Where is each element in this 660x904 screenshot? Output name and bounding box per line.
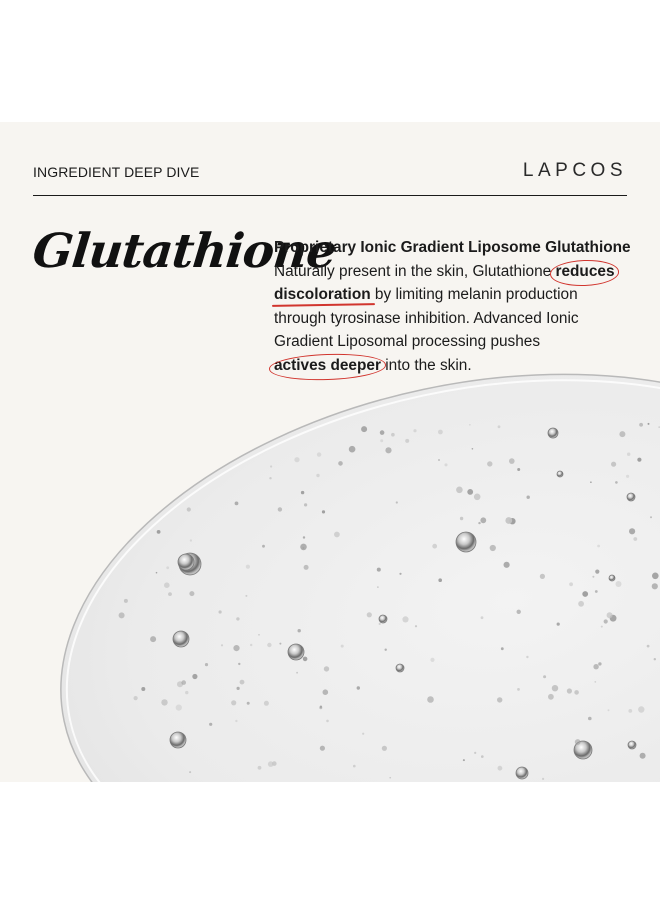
ingredient-title: Glutathione (30, 224, 339, 279)
gel-bubble (548, 694, 554, 700)
gel-bubble (516, 767, 528, 779)
gel-bubble (192, 674, 197, 679)
gel-bubble (278, 507, 282, 511)
description-text-2: by limiting melanin production through tyrosinase inhibition. Advanced Ionic Gradient Liposomal processing pushes (274, 286, 579, 350)
gel-bubble (619, 431, 625, 437)
gel-bubble (463, 759, 465, 761)
gel-bubble (326, 720, 329, 723)
gel-bubble (456, 487, 463, 494)
gel-bubble (124, 599, 128, 603)
gel-bubble (246, 565, 250, 569)
gel-bubble (498, 425, 501, 428)
gel-bubble (304, 503, 307, 506)
gel-bubble (157, 530, 161, 534)
gel-bubble (637, 458, 641, 462)
gel-bubble (349, 446, 356, 453)
gel-bubble (380, 439, 383, 442)
gel-bubble (430, 658, 434, 662)
gel-bubble (219, 610, 222, 613)
gel-bubble (362, 733, 364, 735)
description-heading: Proprietary Ionic Gradient Liposome Glutathione (274, 239, 631, 256)
gel-bubble (294, 457, 299, 462)
gel-bubble (240, 680, 245, 685)
gel-bubble (415, 625, 417, 627)
gel-bubble (595, 590, 598, 593)
gel-bubble (432, 544, 437, 549)
gel-bubble (557, 623, 560, 626)
gel-bubble (204, 437, 210, 443)
gel-bubble (258, 634, 260, 636)
gel-bubble (320, 746, 325, 751)
gel-bubble (301, 491, 304, 494)
gel-bubble (296, 672, 298, 674)
gel-bubble (588, 717, 592, 721)
gel-bubble (264, 701, 269, 706)
gel-bubble (324, 666, 329, 671)
gel-bubble (298, 629, 301, 632)
gel-bubble (540, 574, 545, 579)
gel-bubble (647, 645, 650, 648)
gel-bubble (628, 709, 632, 713)
gel-bubble (385, 649, 387, 651)
gel-bubble (501, 647, 504, 650)
ingredient-card (0, 122, 660, 782)
gel-bubble (166, 427, 168, 429)
gel-bubble (303, 657, 308, 662)
gel-bubble (498, 766, 503, 771)
gel-bubble (156, 471, 160, 475)
gel-bubble (582, 591, 588, 597)
gel-bubble (405, 439, 409, 443)
gel-bubble (396, 501, 398, 503)
gel-bubble (377, 586, 379, 588)
gel-bubble (119, 612, 125, 618)
gel-bubble (353, 765, 356, 768)
gel-bubble (319, 706, 322, 709)
gel-bubble (590, 481, 592, 483)
gel-bubble (509, 458, 515, 464)
gel-bubble (322, 510, 325, 513)
gel-bubble (250, 644, 252, 646)
gel-bubble (268, 761, 274, 767)
gel-bubble (478, 522, 480, 524)
gel-bubble (267, 643, 271, 647)
gel-bubble (474, 494, 481, 501)
gel-bubble (639, 423, 643, 427)
gel-bubble (504, 562, 510, 568)
gel-bubble (221, 644, 223, 646)
gel-bubble (505, 517, 512, 524)
gel-bubble (198, 420, 203, 425)
brand-logo: LAPCOS (522, 160, 627, 181)
gel-bubble (197, 454, 202, 459)
gel-bubble (112, 549, 117, 554)
gel-bubble (258, 766, 262, 770)
gel-bubble (185, 691, 188, 694)
gel-bubble (150, 636, 156, 642)
gel-bubble (279, 643, 281, 645)
gel-bubble (604, 619, 608, 623)
gel-bubble (574, 690, 579, 695)
gel-bubble (474, 752, 476, 754)
gel-bubble (526, 656, 528, 658)
gel-bubble (542, 778, 544, 780)
gel-bubble (517, 610, 521, 614)
gel-bubble (141, 687, 145, 691)
gel-bubble (527, 496, 530, 499)
gel-bubble (578, 601, 584, 607)
gel-bubble (247, 702, 250, 705)
gel-bubble (456, 532, 476, 552)
gel-bubble (616, 581, 622, 587)
gel-bubble (469, 424, 471, 426)
gel-bubble (481, 616, 484, 619)
gel-bubble (304, 565, 309, 570)
gel-bubble (594, 681, 596, 683)
gel-bubble (615, 481, 618, 484)
gel-bubble (382, 746, 387, 751)
gel-bubble (391, 433, 395, 437)
gel-bubble (575, 739, 581, 745)
gel-bubble (399, 573, 401, 575)
gel-bubble (379, 623, 381, 625)
gel-texture-image (0, 122, 660, 782)
highlight-reduces: reduces (555, 260, 614, 284)
gel-bubble (181, 680, 186, 685)
gel-bubble (161, 469, 163, 471)
gel-bubble (176, 425, 182, 431)
gel-bubble (627, 493, 635, 501)
gel-bubble (139, 512, 143, 516)
gel-bubble (156, 572, 158, 574)
gel-bubble (323, 689, 329, 695)
gel-bubble (270, 465, 272, 467)
gel-bubble (341, 645, 344, 648)
gel-bubble (543, 675, 546, 678)
gel-bubble (116, 467, 119, 470)
gel-bubble (154, 445, 157, 448)
gel-bubble (569, 582, 573, 586)
gel-bubble (231, 700, 236, 705)
gel-bubble (303, 536, 305, 538)
description-text-1: Naturally present in the skin, Glutathione (274, 262, 556, 280)
gel-bubble (609, 575, 615, 581)
gel-bubble (168, 592, 172, 596)
gel-bubble (161, 699, 167, 705)
gel-bubble (238, 663, 240, 665)
gel-bubble (164, 582, 170, 588)
gel-bubble (517, 688, 520, 691)
gel-bubble (607, 612, 613, 618)
gel-bubble (627, 453, 630, 456)
gel-bubble (124, 430, 130, 436)
gel-bubble (178, 554, 194, 570)
gel-bubble (402, 616, 408, 622)
gel-bubble (233, 645, 239, 651)
gel-bubble (379, 615, 387, 623)
gel-bubble (472, 448, 474, 450)
gel-bubble (490, 545, 496, 551)
highlight-actives-deeper: actives deeper (274, 354, 381, 378)
gel-bubble (334, 532, 340, 538)
gel-bubble (269, 477, 271, 479)
gel-bubble (467, 489, 473, 495)
gel-bubble (438, 430, 443, 435)
gel-bubble (552, 685, 558, 691)
gel-blob (12, 302, 660, 782)
gel-bubble (652, 573, 659, 580)
gel-bubble (567, 688, 572, 693)
gel-bubble (236, 617, 239, 620)
gel-bubble (316, 474, 319, 477)
gel-bubble (189, 591, 194, 596)
gel-bubble (633, 537, 637, 541)
gel-bubble (190, 539, 192, 541)
gel-swatch-illustration (0, 122, 660, 782)
gel-bubble (517, 468, 520, 471)
gel-bubble (300, 544, 307, 551)
gel-bubble (361, 426, 367, 432)
gel-bubble (626, 475, 629, 478)
gel-bubble (640, 753, 646, 759)
gel-bubble (209, 723, 212, 726)
gel-bubble (629, 528, 635, 534)
gel-bubble (650, 516, 652, 518)
gel-bubble (487, 461, 492, 466)
gel-bubble (601, 626, 603, 628)
gel-bubble (148, 501, 150, 503)
gel-bubble (480, 517, 486, 523)
gel-bubble (597, 545, 600, 548)
gel-bubble (557, 471, 563, 477)
gel-bubble (173, 631, 189, 647)
description-text-3: into the skin. (380, 356, 472, 374)
gel-bubble (195, 467, 201, 473)
gel-bubble (438, 578, 442, 582)
gel-bubble (628, 741, 636, 749)
gel-bubble (205, 663, 208, 666)
gel-bubble (377, 568, 381, 572)
gel-bubble (652, 583, 658, 589)
gel-bubble (317, 452, 321, 456)
gel-bubble (385, 447, 391, 453)
gel-bubble (592, 576, 594, 578)
gel-bubble (338, 461, 343, 466)
gel-bubble (598, 662, 601, 665)
gel-bubble (593, 664, 598, 669)
gel-bubble (654, 658, 656, 660)
gel-bubble (158, 437, 162, 441)
gel-bubble (189, 771, 191, 773)
gel-bubble (262, 545, 265, 548)
gel-bubble (134, 696, 138, 700)
gel-bubble (611, 462, 616, 467)
gel-bubble (481, 755, 484, 758)
gel-bubble (638, 706, 644, 712)
gel-bubble (595, 570, 599, 574)
gel-bubble (187, 507, 191, 511)
gel-bubble (357, 686, 360, 689)
gel-bubble (497, 697, 502, 702)
gel-bubble (176, 705, 182, 711)
gel-bubble (445, 463, 448, 466)
gel-bubble (235, 502, 239, 506)
gel-bubble (264, 420, 268, 424)
gel-bubble (460, 517, 463, 520)
gel-bubble (396, 664, 404, 672)
gel-bubble (181, 462, 187, 468)
gel-bubble (237, 687, 240, 690)
gel-bubble (413, 429, 416, 432)
gel-bubble (648, 423, 650, 425)
section-label: INGREDIENT DEEP DIVE (33, 164, 200, 180)
gel-bubble (109, 534, 112, 537)
gel-bubble (389, 777, 391, 779)
gel-bubble (380, 430, 385, 435)
gel-bubble (235, 720, 237, 722)
gel-bubble (166, 566, 169, 569)
gel-bubble (438, 459, 440, 461)
gel-bubble (367, 612, 372, 617)
gel-bubble (245, 595, 247, 597)
gel-bubble (288, 644, 304, 660)
highlight-discoloration: discoloration (274, 283, 371, 307)
gel-bubble (200, 474, 202, 476)
gel-bubble (427, 696, 434, 703)
gel-bubble (170, 732, 186, 748)
gel-bubble (608, 709, 610, 711)
gel-bubble (548, 428, 558, 438)
